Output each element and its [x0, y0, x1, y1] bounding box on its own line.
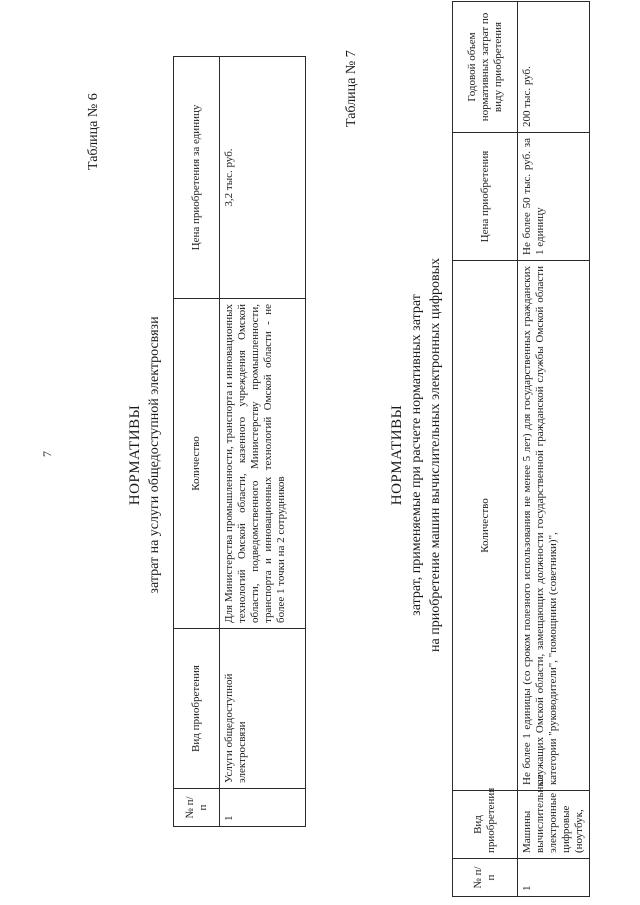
table6-subtitle: затрат на услуги общедоступной электросвязи — [147, 316, 162, 594]
table7 — [452, 1, 590, 897]
table6-cell-num: 1 — [220, 789, 306, 827]
table7-cell-quantity: Не более 1 единицы (со сроком полезного использования не менее 5 лет) для государственных гражданских служащих Омской области, замещающих должности государственной гражданской службы Омской области категории "руководители", "помощники (советники)", — [518, 261, 590, 791]
table7-title: НОРМАТИВЫ — [389, 404, 405, 506]
table7-subtitle-2: на приобретение машин вычислительных электронных цифровых — [428, 258, 443, 652]
table-row — [220, 57, 306, 827]
table7-header-quantity: Количество — [453, 261, 518, 791]
table7-header-type: Вид приобретения — [453, 791, 518, 859]
table7-label: Таблица № 7 — [344, 50, 359, 127]
table7-heading — [388, 155, 445, 755]
table7-subtitle-1: затрат, применяемые при расчете нормативных затрат — [409, 294, 424, 616]
table6-heading — [126, 155, 164, 755]
table7-cell-price: Не более 50 тыс. руб. за 1 единицу — [518, 133, 590, 261]
table7-header-price: Цена приобретения — [453, 133, 518, 261]
table7-cell-num: 1 — [518, 859, 590, 897]
table6-cell-type: Услуги общедоступной электросвязи — [220, 629, 306, 789]
table6-header-quantity: Количество — [174, 299, 220, 629]
table6-cell-price: 3,2 тыс. руб. — [220, 57, 306, 299]
table6-title: НОРМАТИВЫ — [127, 404, 143, 506]
table7-cell-type: Машины вычислительные электронные цифровые (ноутбук, — [518, 791, 590, 859]
table7-header-annual: Годовой объем нормативных затрат по виду приобретения — [453, 2, 518, 133]
table7-cell-annual: 200 тыс. руб. — [518, 2, 590, 133]
table6-label: Таблица № 6 — [86, 93, 101, 170]
table6-header-price: Цена приобретения за единицу — [174, 57, 220, 299]
table-row — [518, 2, 590, 897]
table6-cell-quantity: Для Министерства промышленности, транспорта и инновационных технологий Омской области, казенного учреждения Омской области, подведомственного Министерству промышленности, транспорта и инновационных технологий Омской области - не более 1 точки на 2 сотрудников — [220, 299, 306, 629]
table7-header-num: № п/п — [453, 859, 518, 897]
table6-header-type: Вид приобретения — [174, 629, 220, 789]
table6 — [173, 56, 306, 827]
table6-header-num: № п/п — [174, 789, 220, 827]
page-number: 7 — [40, 451, 54, 457]
